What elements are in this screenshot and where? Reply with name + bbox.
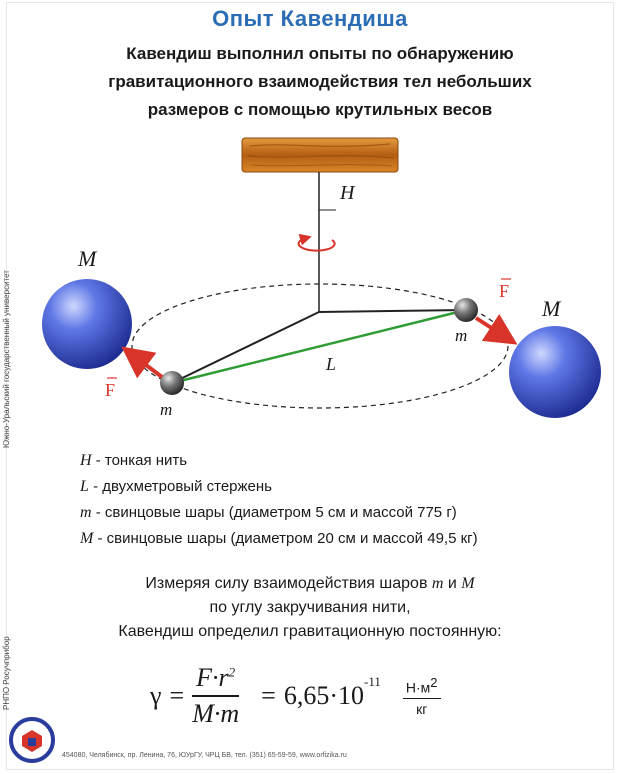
side-publisher-text: РНПО Росучприбор Южно-Уральский государственный университет [2,270,11,710]
rotation-arrow-icon [299,238,335,251]
legend-item: M - свинцовые шары (диаметром 20 см и массой 49,5 кг) [80,530,478,547]
equals-sign-2: = [261,681,276,710]
force-arrow-right [476,318,504,336]
big-ball-right [509,326,601,418]
legend [80,448,478,552]
gamma-symbol: γ [150,681,162,710]
publisher-logo-icon [8,716,56,764]
legend-item: m - свинцовые шары (диаметром 5 см и массой 775 г) [80,504,457,521]
label-small-m-left: m [160,400,173,419]
label-thread-H: H [340,182,355,204]
intro-text: Кавендиш выполнил опыты по обнаружению гравитационного взаимодействия тел небольших размеров с помощью крутильных весов [108,44,532,119]
measurement-text: Измеряя силу взаимодействия шаров m и M по углу закручивания нити, Кавендиш определил гравитационную постоянную: [118,575,502,640]
label-force-F-right: F [499,281,510,301]
wooden-support [242,138,398,172]
big-ball-left [42,279,132,369]
legend-item: H - тонкая нить [80,452,188,469]
equals-sign: = [169,681,185,710]
label-small-m-right: m [455,326,468,345]
gravitational-constant-formula [150,664,441,728]
rod-arm-L [172,310,466,383]
formula-fraction: $\frac{F\cdot r^2}{M\cdot m}$ [192,663,240,728]
rod-center-to-right [319,310,466,312]
small-ball-right [454,298,478,322]
small-ball-left [160,371,184,395]
footer-address: 454080, Челябинск, пр. Ленина, 76, ЮУрГУ, ЧРЦ БВ, тел. (351) 65-59-59, www.orfizika.ru [62,752,347,759]
constant-units: $\frac{Н\cdot м^2}{кг}$ [403,675,441,718]
page-title: Опыт Кавендиша [212,6,408,31]
rod-center-to-left [172,312,319,383]
label-rod-L: L [326,354,337,374]
label-force-F-left: F [105,380,116,400]
constant-value: $6,65\cdot 10^{-11}$ [283,674,381,710]
label-big-M-right: M [542,296,561,321]
legend-item: L - двухметровый стержень [80,478,272,495]
label-big-M-left: M [78,246,97,271]
force-arrow-left [134,356,162,377]
